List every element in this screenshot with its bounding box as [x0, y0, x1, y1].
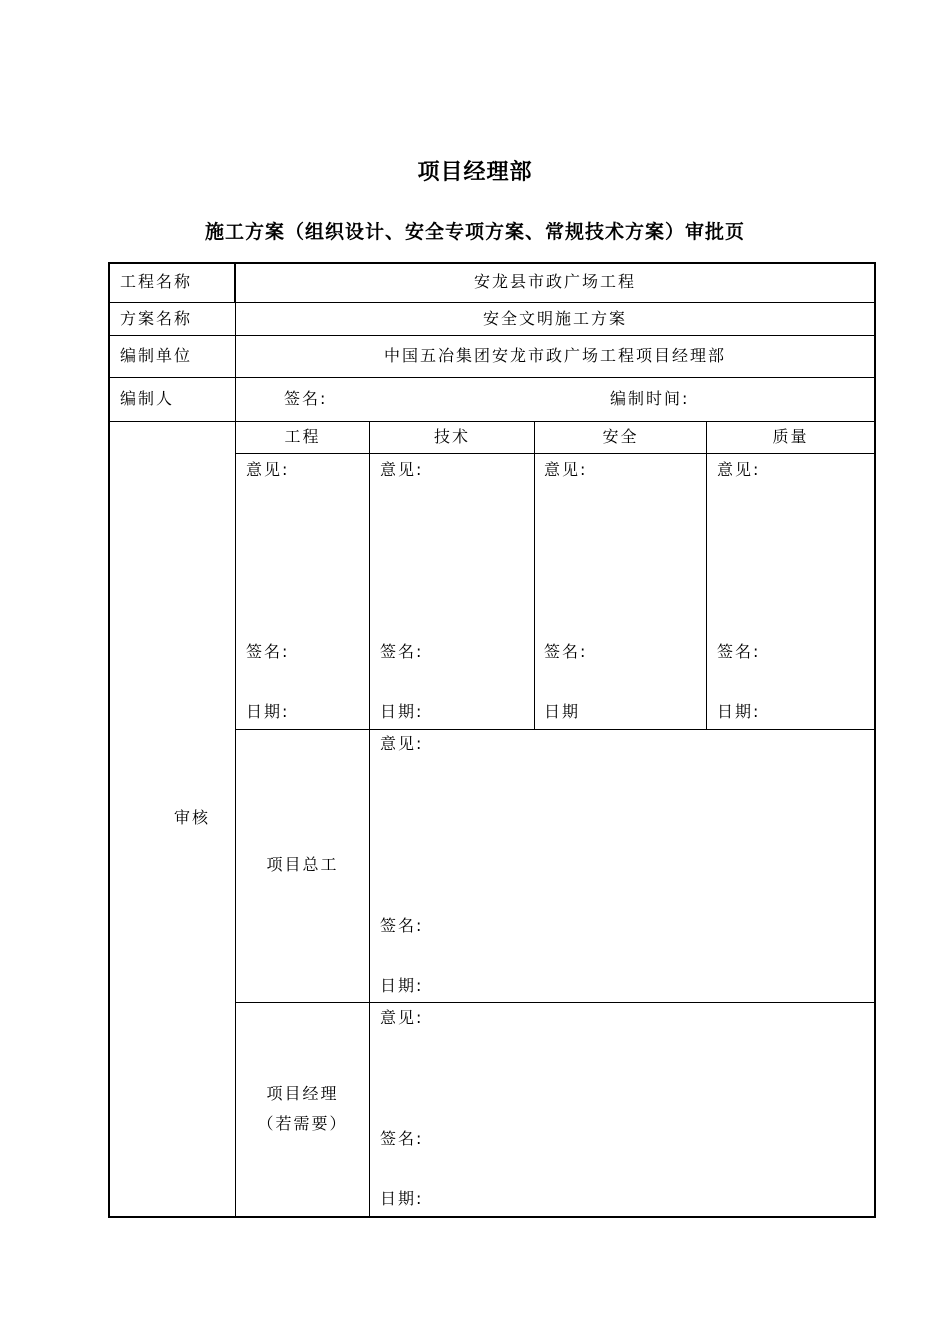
opinion-label: 意见:: [544, 460, 588, 479]
row-line: [236, 1002, 874, 1003]
plan-name-value: 安全文明施工方案: [482, 309, 627, 328]
author-signature-label: 签名:: [284, 389, 328, 408]
opinion-label: 意见:: [380, 460, 424, 479]
sign-label: 签名:: [717, 642, 761, 661]
table-border-right: [874, 262, 876, 1218]
column-line: [369, 422, 370, 1216]
opinion-label: 意见:: [717, 460, 761, 479]
date-label: 日期: [544, 702, 581, 721]
page-title: 项目经理部: [417, 160, 533, 185]
sign-label: 签名:: [246, 642, 290, 661]
project-name-label: 工程名称: [120, 272, 193, 291]
unit-label: 编制单位: [120, 346, 193, 365]
sign-label: 签名:: [380, 642, 424, 661]
sign-label: 签名:: [380, 916, 424, 935]
chief-engineer-label: 项目总工: [266, 855, 339, 874]
row-line: [110, 302, 874, 303]
project-manager-note: （若需要）: [257, 1114, 348, 1133]
column-line: [706, 422, 707, 729]
project-name-value: 安龙县市政广场工程: [473, 272, 636, 291]
project-manager-label: 项目经理: [266, 1084, 339, 1103]
sign-label: 签名:: [544, 642, 588, 661]
row-line: [110, 377, 874, 378]
date-label: 日期:: [380, 1189, 424, 1208]
column-header: 质量: [772, 427, 809, 446]
table-border-top: [108, 262, 876, 264]
row-line: [236, 453, 874, 454]
date-label: 日期:: [380, 702, 424, 721]
opinion-label: 意见:: [246, 460, 290, 479]
row-line: [110, 335, 874, 336]
date-label: 日期:: [380, 976, 424, 995]
author-time-label: 编制时间:: [610, 389, 690, 408]
column-line: [534, 422, 535, 729]
column-header: 工程: [284, 427, 321, 446]
review-label: 审核: [174, 808, 211, 827]
column-header: 技术: [433, 427, 470, 446]
page-subtitle: 施工方案（组织设计、安全专项方案、常规技术方案）审批页: [204, 221, 745, 243]
sign-label: 签名:: [380, 1129, 424, 1148]
row-line: [110, 421, 874, 422]
date-label: 日期:: [246, 702, 290, 721]
date-label: 日期:: [717, 702, 761, 721]
unit-value: 中国五冶集团安龙市政广场工程项目经理部: [383, 346, 726, 365]
opinion-label: 意见:: [380, 1008, 424, 1027]
column-header: 安全: [602, 427, 639, 446]
table-border-bottom: [108, 1216, 876, 1218]
table-border-left: [108, 262, 110, 1218]
plan-name-label: 方案名称: [120, 309, 193, 328]
author-label: 编制人: [120, 389, 175, 408]
opinion-label: 意见:: [380, 734, 424, 753]
row-line: [236, 729, 874, 730]
